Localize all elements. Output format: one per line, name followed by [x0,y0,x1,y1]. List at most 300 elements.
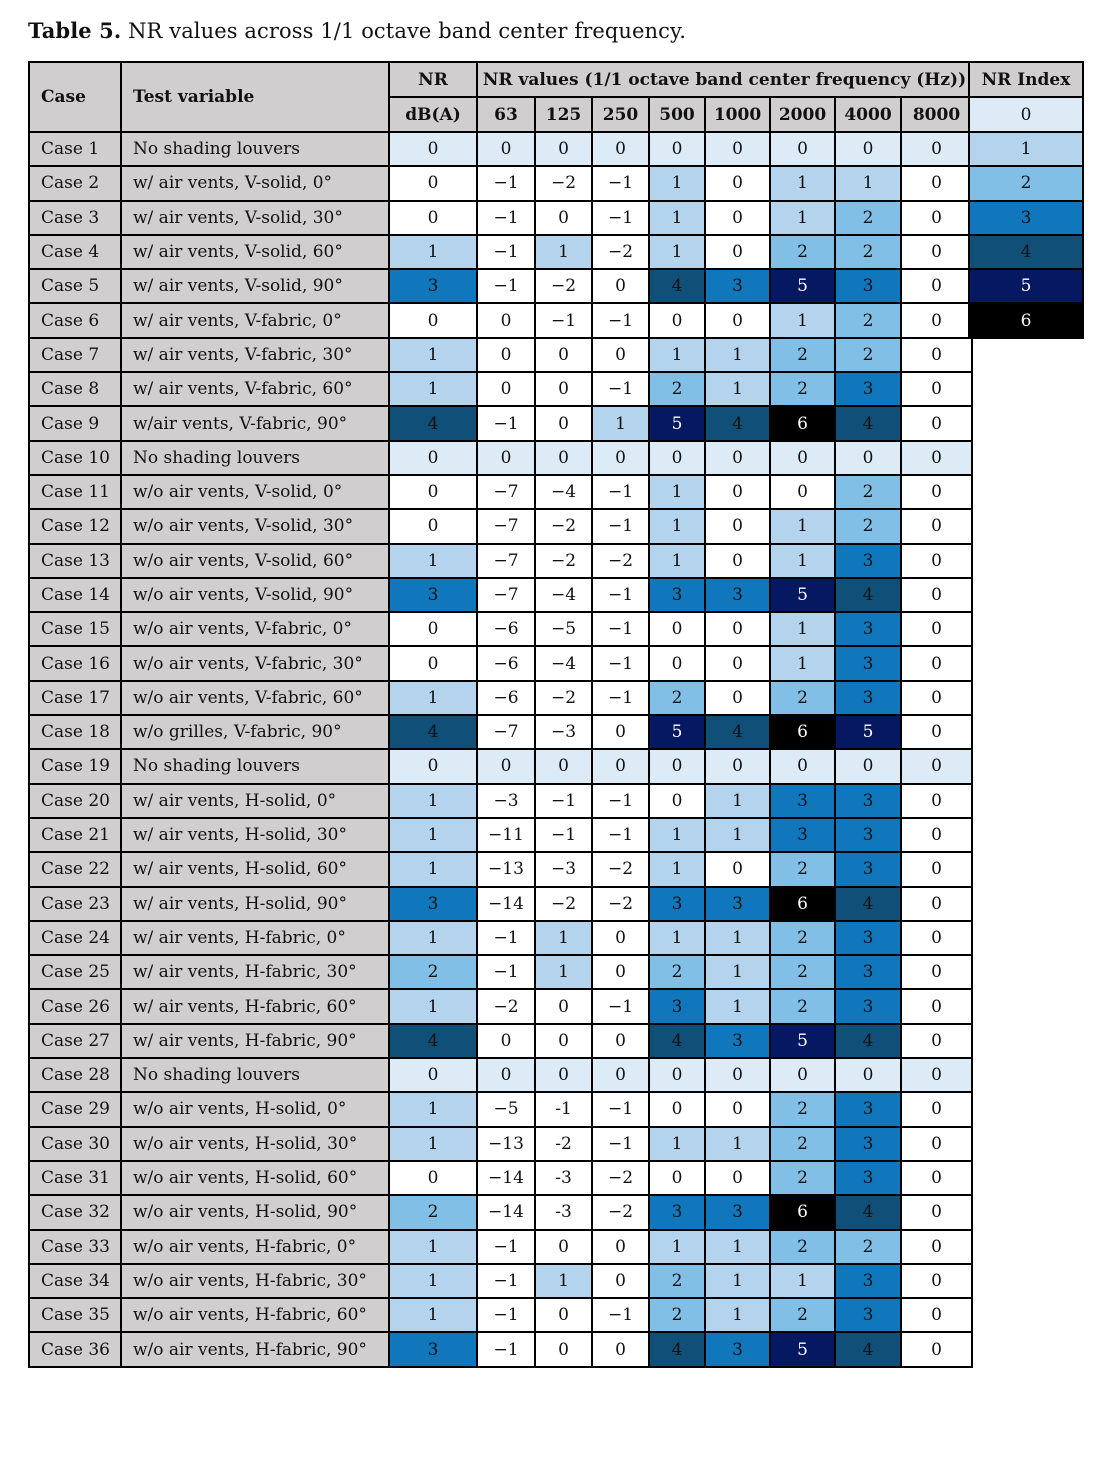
nr-value-cell: 3 [835,1092,901,1126]
table-row [29,1332,972,1366]
nr-value-cell: 0 [901,1298,972,1332]
nr-value-cell: 5 [770,1332,835,1366]
table-row [29,818,972,852]
nr-value-cell: −1 [592,475,649,509]
table-row [29,1024,972,1058]
legend-level-3: 3 [969,201,1083,235]
nr-value-cell: 3 [835,955,901,989]
nr-value-cell: −7 [477,544,535,578]
table-row [29,1230,972,1264]
nr-value-cell: 0 [705,749,770,783]
nr-value-cell: 3 [835,1161,901,1195]
case-cell: Case 2 [29,166,121,200]
nr-dba-cell: 1 [389,681,477,715]
nr-value-cell: 0 [705,612,770,646]
table-row [29,749,972,783]
case-cell: Case 30 [29,1127,121,1161]
nr-value-cell: 0 [770,475,835,509]
nr-value-cell: -3 [535,1195,592,1229]
header-freq-8000: 8000 [901,97,972,132]
nr-value-cell: 1 [835,166,901,200]
nr-value-cell: 0 [705,235,770,269]
nr-value-cell: 2 [649,1264,705,1298]
case-cell: Case 14 [29,578,121,612]
case-cell: Case 15 [29,612,121,646]
header-nr-unit: dB(A) [389,97,477,132]
nr-dba-cell: 0 [389,441,477,475]
test-variable-cell: w/ air vents, H-solid, 60° [121,852,389,886]
header-freq-1000: 1000 [705,97,770,132]
table-row [29,269,972,303]
nr-value-cell: 3 [835,1298,901,1332]
nr-value-cell: −4 [535,475,592,509]
nr-dba-cell: 1 [389,1230,477,1264]
nr-dba-cell: 0 [389,475,477,509]
legend-level-6: 6 [969,303,1083,337]
nr-value-cell: 1 [535,235,592,269]
nr-value-cell: 3 [705,887,770,921]
test-variable-cell: w/ air vents, V-solid, 90° [121,269,389,303]
table-row [29,715,972,749]
nr-value-cell: 0 [901,338,972,372]
nr-value-cell: 0 [901,235,972,269]
nr-value-cell: 0 [477,1024,535,1058]
case-cell: Case 9 [29,406,121,440]
nr-value-cell: 2 [835,475,901,509]
nr-value-cell: 0 [535,1332,592,1366]
nr-value-cell: 0 [535,338,592,372]
nr-dba-cell: 1 [389,1264,477,1298]
nr-value-cell: 0 [835,1058,901,1092]
nr-value-cell: 0 [649,749,705,783]
nr-value-cell: −2 [592,544,649,578]
nr-value-cell: -3 [535,1161,592,1195]
nr-dba-cell: 0 [389,612,477,646]
nr-value-cell: 4 [835,578,901,612]
nr-value-cell: 1 [770,646,835,680]
nr-value-cell: 5 [770,1024,835,1058]
case-cell: Case 23 [29,887,121,921]
nr-value-cell: −2 [592,887,649,921]
nr-value-cell: −2 [535,166,592,200]
nr-value-cell: 1 [535,955,592,989]
test-variable-cell: w/ air vents, H-fabric, 30° [121,955,389,989]
nr-value-cell: 0 [535,1024,592,1058]
nr-value-cell: −1 [535,818,592,852]
nr-value-cell: 3 [705,1195,770,1229]
nr-value-cell: 0 [901,646,972,680]
nr-value-cell: 2 [770,372,835,406]
nr-value-cell: 0 [901,921,972,955]
nr-dba-cell: 3 [389,1332,477,1366]
nr-value-cell: −1 [592,784,649,818]
nr-value-cell: 0 [705,1092,770,1126]
nr-value-cell: 0 [535,1298,592,1332]
test-variable-cell: w/ air vents, V-fabric, 30° [121,338,389,372]
nr-value-cell: 0 [901,989,972,1023]
nr-value-cell: 0 [901,749,972,783]
nr-index-legend [968,61,1084,339]
table-row [29,852,972,886]
nr-dba-cell: 1 [389,235,477,269]
nr-value-cell: 1 [770,1264,835,1298]
nr-value-cell: 1 [649,818,705,852]
nr-value-cell: 0 [835,749,901,783]
nr-value-cell: 0 [705,475,770,509]
nr-value-cell: −1 [477,269,535,303]
table-row [29,989,972,1023]
nr-value-cell: 0 [901,1264,972,1298]
nr-dba-cell: 0 [389,509,477,543]
nr-value-cell: 0 [592,441,649,475]
nr-value-cell: 4 [835,406,901,440]
nr-value-cell: −1 [535,784,592,818]
nr-value-cell: 0 [592,955,649,989]
nr-value-cell: 0 [592,1058,649,1092]
nr-value-cell: −5 [477,1092,535,1126]
nr-value-cell: −1 [592,166,649,200]
test-variable-cell: w/air vents, V-fabric, 90° [121,406,389,440]
nr-value-cell: 0 [901,818,972,852]
nr-value-cell: 3 [649,989,705,1023]
nr-value-cell: 3 [835,544,901,578]
nr-value-cell: −14 [477,1195,535,1229]
nr-dba-cell: 0 [389,132,477,166]
nr-value-cell: 3 [835,921,901,955]
nr-value-cell: −3 [535,852,592,886]
nr-value-cell: 2 [835,201,901,235]
nr-value-cell: −1 [592,578,649,612]
nr-value-cell: 0 [901,132,972,166]
nr-dba-cell: 4 [389,406,477,440]
test-variable-cell: No shading louvers [121,1058,389,1092]
nr-value-cell: 1 [705,1127,770,1161]
nr-value-cell: 2 [770,921,835,955]
nr-dba-cell: 1 [389,852,477,886]
nr-value-cell: 5 [835,715,901,749]
nr-value-cell: 0 [705,1161,770,1195]
nr-value-cell: 0 [535,1230,592,1264]
nr-value-cell: 0 [901,372,972,406]
nr-value-cell: 1 [649,1230,705,1264]
test-variable-cell: w/ air vents, V-solid, 0° [121,166,389,200]
nr-value-cell: −1 [592,303,649,337]
nr-value-cell: 3 [835,372,901,406]
nr-value-cell: 1 [649,338,705,372]
nr-value-cell: 3 [705,1332,770,1366]
nr-dba-cell: 1 [389,544,477,578]
case-cell: Case 29 [29,1092,121,1126]
table-row [29,406,972,440]
test-variable-cell: No shading louvers [121,749,389,783]
nr-value-cell: −1 [592,1127,649,1161]
case-cell: Case 20 [29,784,121,818]
nr-value-cell: 1 [705,955,770,989]
table-row [29,441,972,475]
test-variable-cell: w/ air vents, H-fabric, 0° [121,921,389,955]
nr-value-cell: 0 [705,544,770,578]
nr-value-cell: 3 [835,681,901,715]
nr-value-cell: 0 [901,201,972,235]
nr-value-cell: 1 [649,509,705,543]
nr-dba-cell: 3 [389,578,477,612]
nr-value-cell: 0 [477,338,535,372]
nr-dba-cell: 0 [389,201,477,235]
nr-value-cell: 2 [835,235,901,269]
nr-value-cell: 0 [705,681,770,715]
nr-value-cell: 0 [705,852,770,886]
nr-value-cell: 0 [705,1058,770,1092]
nr-value-cell: −1 [477,201,535,235]
nr-value-cell: 0 [592,1024,649,1058]
legend-title: NR Index [969,62,1083,97]
table-row [29,1298,972,1332]
nr-value-cell: 1 [770,303,835,337]
nr-value-cell: −3 [535,715,592,749]
nr-value-cell: 1 [535,1264,592,1298]
nr-value-cell: 1 [705,1230,770,1264]
nr-value-cell: −1 [592,1092,649,1126]
nr-value-cell: 1 [535,921,592,955]
table-row [29,1195,972,1229]
nr-value-cell: −14 [477,1161,535,1195]
nr-value-cell: 5 [770,269,835,303]
table-row [29,544,972,578]
nr-value-cell: 0 [535,1058,592,1092]
case-cell: Case 35 [29,1298,121,1332]
case-cell: Case 4 [29,235,121,269]
legend-level-4: 4 [969,235,1083,269]
case-cell: Case 21 [29,818,121,852]
nr-value-cell: −1 [477,921,535,955]
nr-value-cell: 2 [770,1230,835,1264]
nr-value-cell: 1 [592,406,649,440]
nr-value-cell: 0 [649,1092,705,1126]
nr-value-cell: 4 [649,269,705,303]
nr-value-cell: 0 [901,441,972,475]
nr-value-cell: 0 [592,749,649,783]
nr-value-cell: 2 [770,989,835,1023]
case-cell: Case 10 [29,441,121,475]
test-variable-cell: w/o air vents, V-fabric, 60° [121,681,389,715]
nr-value-cell: 3 [835,818,901,852]
nr-dba-cell: 0 [389,1058,477,1092]
nr-value-cell: 0 [592,1264,649,1298]
nr-value-cell: 5 [649,406,705,440]
nr-dba-cell: 4 [389,715,477,749]
nr-value-cell: -2 [535,1127,592,1161]
nr-value-cell: 3 [649,578,705,612]
nr-value-cell: −1 [592,1298,649,1332]
nr-value-cell: 1 [705,1264,770,1298]
test-variable-cell: w/ air vents, V-solid, 30° [121,201,389,235]
nr-value-cell: −7 [477,475,535,509]
case-cell: Case 16 [29,646,121,680]
nr-value-cell: −1 [592,818,649,852]
nr-value-cell: −1 [592,372,649,406]
nr-value-cell: −2 [592,852,649,886]
nr-value-cell: 0 [901,955,972,989]
nr-value-cell: −1 [592,201,649,235]
nr-value-cell: 0 [649,646,705,680]
nr-value-cell: 5 [770,578,835,612]
nr-value-cell: −6 [477,681,535,715]
case-cell: Case 22 [29,852,121,886]
nr-value-cell: 0 [901,1058,972,1092]
nr-value-cell: 0 [535,989,592,1023]
table-row [29,235,972,269]
case-cell: Case 13 [29,544,121,578]
nr-value-cell: 1 [649,544,705,578]
nr-value-cell: −1 [477,955,535,989]
nr-value-cell: −2 [535,887,592,921]
nr-value-cell: −4 [535,578,592,612]
nr-value-cell: 0 [477,372,535,406]
table-row [29,612,972,646]
nr-value-cell: −1 [592,681,649,715]
nr-value-cell: −1 [477,1298,535,1332]
nr-value-cell: 0 [535,441,592,475]
nr-dba-cell: 1 [389,1127,477,1161]
table-row [29,132,972,166]
case-cell: Case 24 [29,921,121,955]
nr-dba-cell: 0 [389,166,477,200]
nr-value-cell: 4 [835,1024,901,1058]
nr-value-cell: 2 [770,338,835,372]
nr-value-cell: 0 [901,852,972,886]
nr-value-cell: 1 [770,166,835,200]
test-variable-cell: w/ air vents, V-fabric, 0° [121,303,389,337]
nr-value-cell: 4 [649,1332,705,1366]
nr-value-cell: 3 [649,887,705,921]
nr-value-cell: 1 [705,921,770,955]
nr-value-cell: -1 [535,1092,592,1126]
test-variable-cell: w/ air vents, H-fabric, 90° [121,1024,389,1058]
nr-value-cell: −11 [477,818,535,852]
nr-value-cell: 3 [835,852,901,886]
nr-value-cell: 1 [649,475,705,509]
nr-value-cell: −7 [477,715,535,749]
table-row [29,1092,972,1126]
table-row [29,921,972,955]
nr-value-cell: −2 [477,989,535,1023]
test-variable-cell: w/o air vents, V-solid, 30° [121,509,389,543]
nr-value-cell: 0 [901,887,972,921]
case-cell: Case 32 [29,1195,121,1229]
test-variable-cell: w/o air vents, H-fabric, 90° [121,1332,389,1366]
header-freq-4000: 4000 [835,97,901,132]
case-cell: Case 28 [29,1058,121,1092]
nr-value-cell: −1 [477,166,535,200]
nr-value-cell: −6 [477,612,535,646]
nr-value-cell: 0 [705,303,770,337]
nr-value-cell: −1 [477,406,535,440]
nr-value-cell: 0 [535,749,592,783]
nr-value-cell: 1 [770,612,835,646]
test-variable-cell: w/o air vents, H-solid, 30° [121,1127,389,1161]
table-row [29,1058,972,1092]
nr-value-cell: 3 [705,269,770,303]
nr-value-cell: 2 [770,852,835,886]
caption-text: NR values across 1/1 octave band center frequency. [128,19,686,43]
nr-value-cell: 0 [535,372,592,406]
test-variable-cell: w/o air vents, H-solid, 90° [121,1195,389,1229]
nr-dba-cell: 3 [389,269,477,303]
table-caption [28,18,686,43]
table-row [29,1127,972,1161]
test-variable-cell: w/ air vents, H-fabric, 60° [121,989,389,1023]
header-freq-500: 500 [649,97,705,132]
nr-value-cell: 0 [901,612,972,646]
case-cell: Case 3 [29,201,121,235]
test-variable-cell: w/o grilles, V-fabric, 90° [121,715,389,749]
nr-value-cell: −5 [535,612,592,646]
nr-table [28,61,973,1368]
nr-value-cell: 2 [649,1298,705,1332]
header-nr: NR [389,62,477,97]
header-freq-2000: 2000 [770,97,835,132]
test-variable-cell: No shading louvers [121,132,389,166]
test-variable-cell: w/ air vents, V-fabric, 60° [121,372,389,406]
nr-value-cell: 0 [901,681,972,715]
nr-value-cell: 1 [770,509,835,543]
header-nr-values-group: NR values (1/1 octave band center frequency (Hz)) [477,62,972,97]
nr-value-cell: −2 [592,1195,649,1229]
case-cell: Case 6 [29,303,121,337]
nr-value-cell: −1 [592,646,649,680]
nr-dba-cell: 0 [389,646,477,680]
nr-value-cell: 0 [535,406,592,440]
nr-dba-cell: 0 [389,303,477,337]
caption-label: Table 5. [28,18,122,43]
case-cell: Case 19 [29,749,121,783]
nr-value-cell: 2 [835,338,901,372]
nr-value-cell: 1 [705,372,770,406]
test-variable-cell: w/o air vents, H-solid, 60° [121,1161,389,1195]
nr-value-cell: 5 [649,715,705,749]
nr-value-cell: 3 [770,818,835,852]
case-cell: Case 18 [29,715,121,749]
nr-value-cell: 0 [477,303,535,337]
nr-dba-cell: 1 [389,989,477,1023]
test-variable-cell: No shading louvers [121,441,389,475]
table-row [29,1264,972,1298]
table-row [29,338,972,372]
nr-value-cell: 0 [770,1058,835,1092]
nr-value-cell: 1 [705,818,770,852]
nr-value-cell: 2 [770,235,835,269]
nr-value-cell: 0 [901,1092,972,1126]
nr-value-cell: 0 [592,132,649,166]
nr-dba-cell: 1 [389,921,477,955]
case-cell: Case 34 [29,1264,121,1298]
nr-dba-cell: 2 [389,1195,477,1229]
test-variable-cell: w/o air vents, V-fabric, 30° [121,646,389,680]
nr-value-cell: 0 [901,269,972,303]
nr-value-cell: 0 [901,544,972,578]
nr-value-cell: −6 [477,646,535,680]
nr-value-cell: 2 [770,955,835,989]
nr-value-cell: 3 [705,578,770,612]
nr-value-cell: 4 [705,406,770,440]
nr-value-cell: 0 [477,749,535,783]
nr-value-cell: −1 [477,1264,535,1298]
nr-value-cell: 0 [901,1195,972,1229]
nr-value-cell: 3 [835,784,901,818]
header-freq-63: 63 [477,97,535,132]
nr-value-cell: 0 [592,715,649,749]
header-case: Case [29,62,121,132]
